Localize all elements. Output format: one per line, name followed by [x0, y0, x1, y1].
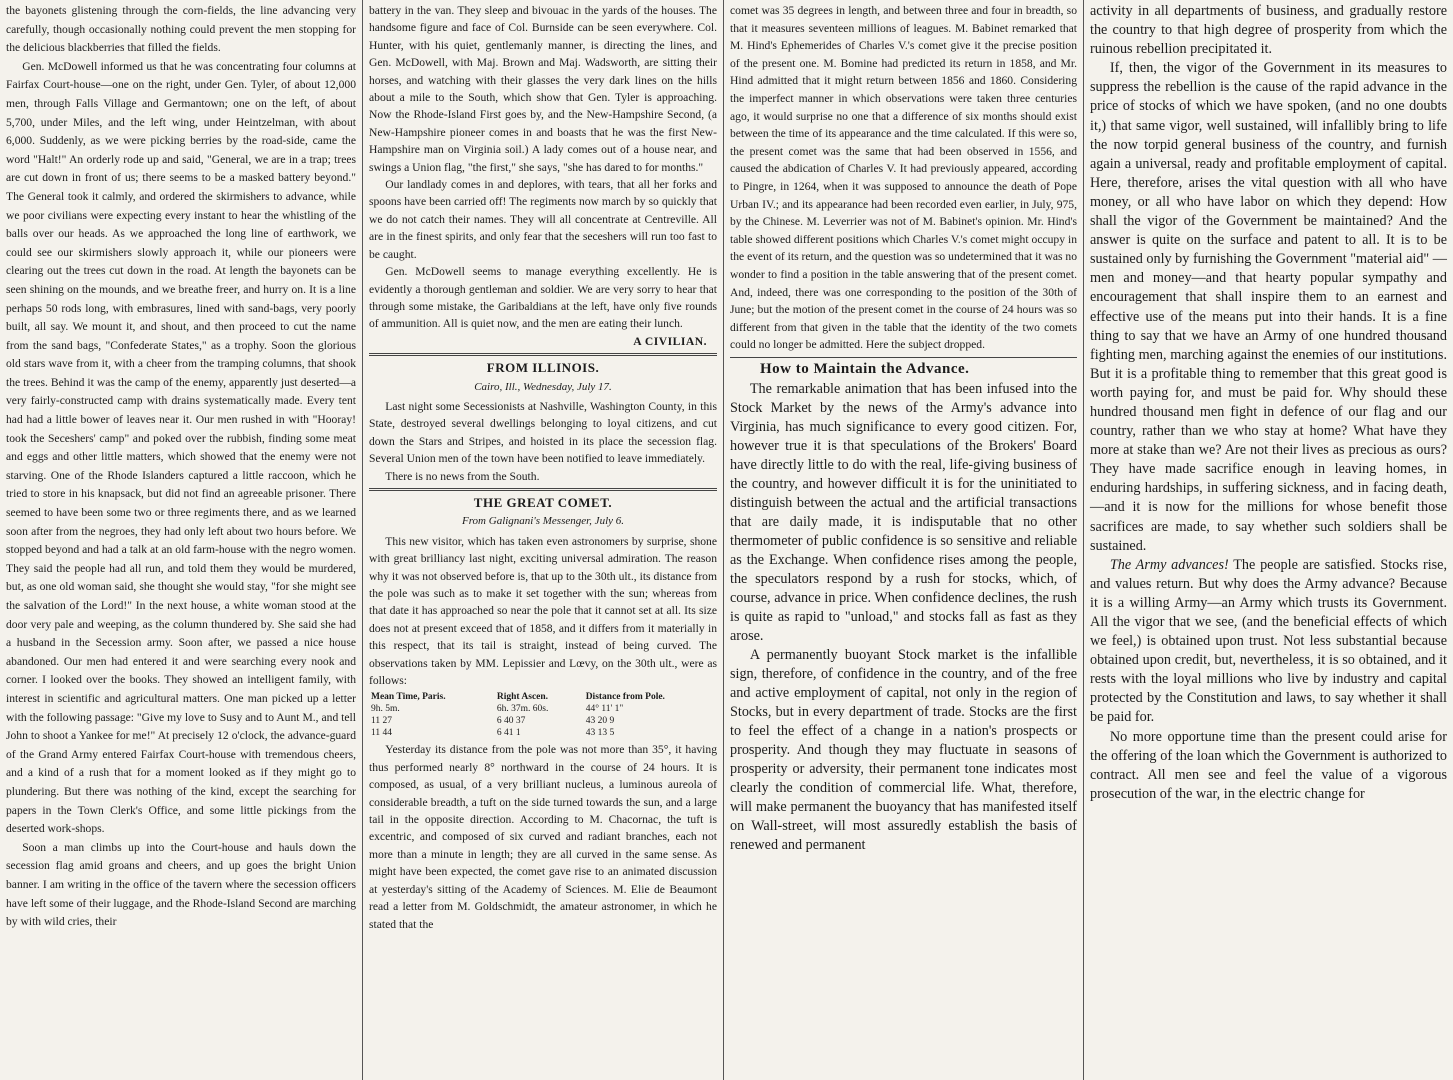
comet-paragraph-2: Yesterday its distance from the pole was not more than 35°, it having thus performed nearly 8° northward in the course of 24 hours. It is composed, as usual, of a very brilliant nucleus, a luminous aureola of considerable breadth, a tuft on the side turned towards the sun, and a large tail in the opposite direction. According to M. Chacornac, the tuft is excentric, and composed of six curved and radiant branches, each not more than a minute in length; they are all curved in the same sense. As might have been expected, the comet gave rise to an animated discussion at yesterday's sitting of the Academy of Sciences. M. Elie de Beaumont read a letter from M. Goldschmidt, the amateur astronomer, in which he stated that the — [369, 743, 717, 931]
col1-paragraph-2: Gen. McDowell informed us that he was concentrating four columns at Fairfax Court-house—one on the right, under Gen. Tyler, of about 12,000 men, through Falls Village and Germantown; one on the left, of about 5,700, under Miles, and the left wing, under Heintzelman, with about 6,000. Suddenly, as we were picking berries by the road-side, came the word "Halt!" An orderly rode up and said, "General, we are in a trap; trees are cut down in front of us; there seems to be a masked battery beyond." The General took it calmly, and ordered the skirmishers to advance, while we poor civilians were expecting every instant to hear the whistling of the balls over our heads. As we approached the long line of earthwork, we could see our skirmishers slowly approach it, while our pioneers were clearing out the trees cut down in the road. At length the bayonets can be seen shining on the mounds, and we breathe freer, and hurry on. It is a line perhaps 50 rods long, with embrasures, lined with sand-bags, very poorly built, all say. We mount it, and shout, and then proceed to cut the name from the sand bags, "Confederate States," as a trophy. Soon the glorious old stars wave from it, with a cheer from the tramping columns, that shook the trees. Behind it was the camp of the enemy, apparently just deserted—a very fairly-constructed camp with drains systematically made. Every tent had had a little bower of leaves near it. Our men rushed in with "Hooray! took the Seceshers' camp" and poked over the rubbish, finding some meat and eggs and other little matters, which showed that the enemy were not starving. One of the Rhode Islanders captured a little raccoon, which he tried to store in his knapsack, but did not find an agreeable prisoner. There seemed to have been some two or three regiments there, and as we learned soon after from the negroes, they had only left about two hours before. We stopped beyond and had a talk at an old farm-house with the negro women. They said the people had all run, and told them they would be murdered, but, as one old woman said, she thought she would stay, "for she might see the salvation of the Lord!" In the next house, a white woman stood at the door very pale and weeping, as the column thundered by. She said she had a husband in the Secession army. Soon after, we passed a nice house abandoned. Our men had entered it and were searching every nook and corner. I looked over the books. They showed an intelligent family, with interest in scientific and agricultural matters. One man picked up a letter with the following passage: "Give my love to Susy and to Aunt M., and tell John to shoot a Yankee for me!" At precisely 12 o'clock, the advance-guard of the Grand Army entered Fairfax Court-house with tremendous cheers, and a kind of a rush that for a moment looked as if they might go to plundering. But there was nothing of the kind, except the searching for papers in the Town Clerk's Office, and some little pickings from the deserted work-shops. — [6, 59, 356, 836]
advance-headline: How to Maintain the Advance. — [760, 360, 970, 377]
column-1 — [0, 0, 363, 1080]
table-cell: 6h. 37m. 60s. — [496, 704, 549, 715]
table-row — [369, 727, 717, 739]
table-header-time: Mean Time, Paris. — [371, 692, 446, 703]
table-cell: 6 41 1 — [496, 728, 521, 739]
section-divider — [369, 488, 717, 491]
illinois-headline: FROM ILLINOIS. — [486, 360, 600, 376]
section-divider — [730, 357, 1077, 358]
comet-paragraph-1: This new visitor, which has taken even astronomers by surprise, shone with great brilliancy last night, exciting universal admiration. The reason why it was not observed before is, that up to the 30th ult., its distance from the pole was such as to make it set together with the sun; whereas from that date it has approached so near the pole that it cannot set at all. Its size does not at present exceed that of 1858, and it differs from it materially in this respect, that its tail is straight, instead of being curved. The observations taken by MM. Lepissier and Lœvy, on the 30th ult., were as follows: — [369, 534, 717, 688]
section-divider — [369, 353, 717, 356]
table-row — [369, 715, 717, 727]
illinois-paragraph-2: There is no news from the South. — [385, 469, 540, 483]
table-cell: 9h. 5m. — [371, 704, 400, 715]
table-header-ascension: Right Ascen. — [496, 692, 549, 703]
table-cell: 6 40 37 — [496, 716, 526, 727]
editorial-paragraph-1: The remarkable animation that has been infused into the Stock Market by the news of the Army's advance into Virginia, has much significance to every good citizen. For, however true it is that speculations of the Brokers' Board have directly little to do with the real, life-giving business of the country, and however difficult it is for the uninitiated to distinguish between the actual and the artificial transactions that are daily made, it is indisputable that no other thermometer of public confidence is so sensitive and reliable as the Exchange. When confidence rises among the people, the speculators respond by a rush for stocks, which, of course, advance in price. When confidence declines, the rush is quite as rapid to "unload," and stocks fall as fast as they arose. — [730, 381, 1077, 645]
col1-paragraph-3: Soon a man climbs up into the Court-house and hauls down the secession flag amid groans and cheers, and up goes the bright Union banner. I am writing in the office of the tavern where the secession officers have left some of their luggage, and the Rhode-Island Second are marching by with wild cries, their — [6, 840, 356, 929]
table-cell: 43 13 5 — [585, 728, 615, 739]
table-cell: 11 44 — [371, 728, 393, 739]
col4-paragraph-3-text: The people are satisfied. Stocks rise, and values return. But why does the Army advance? Because it is a willing Army—an Army which trusts its Government. All the vigor that we see, (and the beneficial effects of which we feel,) is obtained upon trust. Not less substantial because obtained upon credit, but, nevertheless, it is so obtained, and it rests with the loyal millions who live by industry and capital protected by the Constitution and laws, to say whether it shall be paid for. — [1090, 556, 1448, 726]
table-header-distance: Distance from Pole. — [585, 692, 665, 703]
col2-paragraph-3: Gen. McDowell seems to manage everything excellently. He is evidently a thorough gentleman and soldier. We are very sorry to hear that through some mistake, the Garibaldians at the left, have only five rounds of ammunition. All is quiet now, and the men are eating their lunch. — [369, 265, 717, 331]
col2-paragraph-2: Our landlady comes in and deplores, with tears, that all her forks and spoons have been carried off! The regiments now march by so quickly that we do not catch their names. They will all concentrate at Centreville. All are in the finest spirits, and only fear that the seceshers will run too fast to be caught. — [369, 178, 717, 261]
col1-paragraph-1: the bayonets glistening through the corn-fields, the line advancing very carefully, though occasionally nothing could prevent the men stopping for the delicious blackberries that filled the fields. — [6, 4, 356, 55]
comet-source-line: From Galignani's Messenger, July 6. — [461, 515, 625, 528]
illinois-dateline: Cairo, Ill., Wednesday, July 17. — [474, 380, 612, 393]
editorial-body — [730, 380, 1077, 855]
col2-paragraph-1: battery in the van. They sleep and bivouac in the yards of the houses. The handsome figure and face of Col. Burnside can be seen everywhere. Col. Hunter, with his quiet, gentlemanly manner, is directing the lines, and Gen. McDowell, with Maj. Brown and Maj. Wadsworth, are sitting their horses, and watching with their glasses the very dark lines on the hills about a mile to the South, which show that Gen. Tyler is approaching. Now the Rhode-Island First goes by, and the New-Hampshire Second, (a New-Hampshire pioneer comes in and boasts that he was the first New-Hampshire man on Virginia soil.) A lady comes out of a house near, and swings a Union flag, "the first," she says, "she has dared to for months." — [369, 4, 717, 174]
comet-observation-table — [369, 691, 717, 739]
col4-paragraph-3 — [1090, 556, 1447, 728]
column-2 — [363, 0, 724, 1080]
table-cell: 43 20 9 — [585, 716, 615, 727]
col4-paragraph-2: If, then, the vigor of the Government in its measures to suppress the rebellion is the cause of the rapid advance in the price of stocks of which we have spoken, (and no one doubts it,) that same vigor, well sustained, will infallibly bring to life the now torpid general business of the country, and furnish again a universal, ready and profitable employment of capital. Here, therefore, arises the vital question with all who have money, or all who have labor on which they depend: How shall the vigor of the Government be maintained? And the answer is quite on the surface and patent to all. It is to be sustained only by furnishing the Government "material aid" —men and money—and that hearty popular sympathy and encouragement that shall inspire them to an earnest and effective use of the means put into their hands. It is a fine thing to say that we have an Army of one hundred thousand fighting men, marching against the enemies of our institutions. But it is a profitable thing to remember that this great good is worth paying for, and must be paid for. Why should these hundred thousand men fight in defence of our flag and our country, rather than we who stay at home? What have they more at stake than we? Are not their lives as precious as ours? They have made sacrifice enough in leaving homes, in enduring hardships, in suffering sickness, and in facing death,—and it is now for the millions for whose benefit those sacrifices are made, to say whether such soldiers shall be sustained. — [1090, 60, 1447, 554]
column-4 — [1084, 0, 1453, 1080]
illinois-paragraph-1: Last night some Secessionists at Nashville, Washington County, in this State, destroyed several dwellings belonging to loyal citizens, and cut down the Stars and Stripes, and hoisted in its place the secession flag. Several Union men of the town have been notified to leave immediately. — [369, 399, 717, 466]
col3-comet-continuation: comet was 35 degrees in length, and between three and four in breadth, so that it measures seventeen millions of leagues. M. Babinet remarked that M. Hind's Ephemerides of Charles V.'s comet give it the precise position of the present one. M. Bomine had predicted its return in 1858, and Mr. Hind admitted that it might return between 1856 and 1860. Considering the imperfect manner in which observations were taken three centuries ago, it would surprise no one that a difference of six months should exist between the time of its appearance and the time calculated. If this were so, the present comet was the same that had been observed in 1556, and caused the abdication of Charles V. It had previously appeared, according to Pingre, in 1264, when it was supposed to announce the death of Pope Urban IV.; and its appearance had been recorded even earlier, in July, 975, by the Chinese. M. Leverrier was not of M. Babinet's opinion. Mr. Hind's table showed different positions which Charles V.'s comet might occupy in the event of its return, and the question was so undetermined that it was no wonder to find a position in the table answering that of the present comet. And, indeed, there was one corresponding to the position of the 30th of June; but the motion of the present comet in the course of 24 hours was so different from that given in the table that the identity of the two comets could no longer be admitted. Here the subject dropped. — [730, 4, 1077, 352]
editorial-paragraph-2: A permanently buoyant Stock market is the infallible sign, therefore, of confidence in the country, and of the free and active employment of capital, not only in the region of Stocks, but in every department of trade. Stocks are the first to feel the effect of a change in a nation's prospects or prosperity. And though they may fluctuate in seasons of prosperity or adversity, their permanent tone indicates most clearly the condition of commercial life. What, therefore, will make permanent the buoyancy that has manifested itself on Wall-street, will most assuredly establish the basis of renewed and permanent — [730, 647, 1077, 854]
table-cell: 44° 11' 1" — [585, 704, 624, 715]
comet-headline: THE GREAT COMET. — [473, 494, 613, 510]
army-advances-lead: The Army advances! — [1109, 556, 1229, 573]
col4-paragraph-1: activity in all departments of business, and gradually restore the country to that high degree of prosperity from which the ruinous rebellion precipitated it. — [1090, 3, 1447, 58]
article-signature: A CIVILIAN. — [633, 334, 707, 348]
column-3 — [724, 0, 1084, 1080]
table-cell: 11 27 — [371, 716, 393, 727]
col4-paragraph-4: No more opportune time than the present could arise for the offering of the loan which the Government is authorized to contract. All men see and feel the value of a vigorous prosecution of the war, in the electric change for — [1090, 728, 1447, 802]
